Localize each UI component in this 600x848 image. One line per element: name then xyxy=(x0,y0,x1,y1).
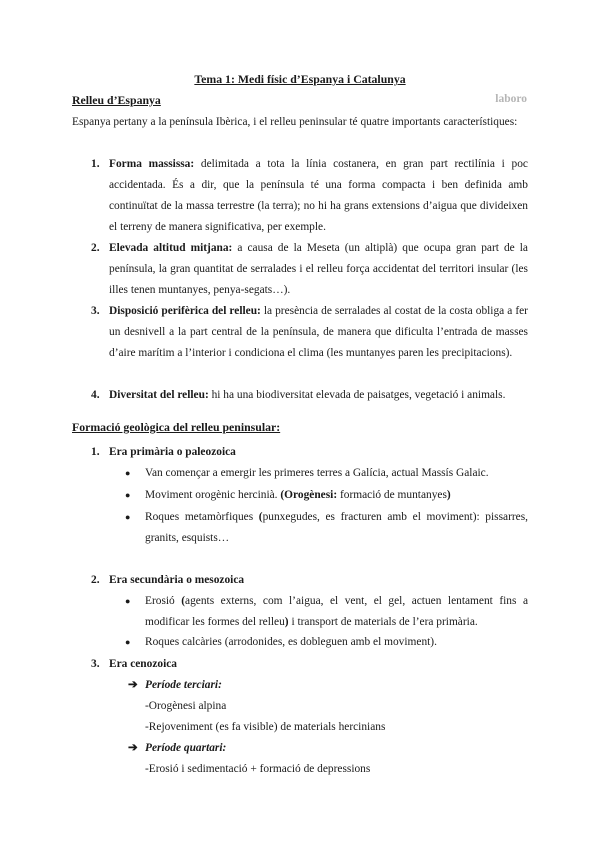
arrow-right-icon: ➔ xyxy=(128,679,138,691)
item-number: 1. xyxy=(91,158,100,170)
bullet-text: Moviment orogènic hercinià. xyxy=(145,489,281,501)
list-item xyxy=(91,385,528,406)
list-item xyxy=(91,301,528,364)
watermark-logo: laboro xyxy=(495,93,527,105)
period-line: -Rejoveniment (es fa visible) de materials hercinians xyxy=(145,721,386,733)
era-item xyxy=(91,570,528,591)
item-number: 2. xyxy=(91,242,100,254)
bullet-text: formació de muntanyes xyxy=(337,489,447,501)
bullet-item xyxy=(125,507,528,549)
bullet-text: Roques calcàries (arrodonides, es dobleguen amb el moviment). xyxy=(145,636,437,648)
era-number: 1. xyxy=(91,446,100,458)
period-item xyxy=(128,675,528,696)
era-label: Era primària o paleozoica xyxy=(109,446,236,458)
list-item xyxy=(91,154,528,238)
intro-paragraph: Espanya pertany a la península Ibèrica, i el relleu peninsular té quatre importants característiques: xyxy=(72,116,518,128)
page-title: Tema 1: Medi físic d’Espanya i Catalunya xyxy=(194,72,406,86)
bullet-icon: ● xyxy=(125,512,131,522)
era-number: 2. xyxy=(91,574,100,586)
bullet-item xyxy=(125,463,528,484)
item-number: 4. xyxy=(91,389,100,401)
arrow-right-icon: ➔ xyxy=(128,742,138,754)
bullet-bold-text: ( xyxy=(258,511,263,523)
bullet-icon: ● xyxy=(125,596,131,606)
section-heading-formacio: Formació geològica del relleu peninsular: xyxy=(72,420,281,434)
period-label: Període quartari: xyxy=(145,742,227,754)
item-text: la presència de serralades al costat de la costa obliga a fer un desnivell a la part central de la península, de manera que dificulta l’entrada de masses d’aire marítim a l’interior i condiciona el clima (les muntanyes paren les precipitacions). xyxy=(109,305,528,359)
item-text: delimitada a tota la línia costanera, en gran part rectilínia i poc accidentada. És a dir, que la península té una forma compacta i ben definida amb continuïtat de la massa terrestre (la terra); no hi ha grans extensions d’aigua que divideixen el terreny de manera significativa, per exemple. xyxy=(109,158,528,233)
bullet-bold-text: ) xyxy=(446,489,451,501)
item-text: a causa de la Meseta (un altiplà) que ocupa gran part de la península, la gran quantitat de serralades i el relleu força accidentat del territori insular (les illes tenen muntanyes, penya-segats…). xyxy=(109,242,528,296)
bullet-bold-text: ) xyxy=(284,616,289,628)
section-heading-relleu: Relleu d’Espanya xyxy=(72,93,161,107)
bullet-text: Erosió xyxy=(145,595,182,607)
item-label: Diversitat del relleu: xyxy=(109,389,209,401)
era-number: 3. xyxy=(91,658,100,670)
list-item xyxy=(91,238,528,301)
bullet-text: i transport de materials de l’era primària. xyxy=(288,616,478,628)
era-label: Era cenozoica xyxy=(109,658,178,670)
item-label: Forma massissa: xyxy=(109,158,195,170)
bullet-text: punxegudes, es fracturen amb el moviment): pissarres, granits, esquists… xyxy=(145,511,528,544)
era-label: Era secundària o mesozoica xyxy=(109,574,245,586)
item-number: 3. xyxy=(91,305,100,317)
item-text: hi ha una biodiversitat elevada de paisatges, vegetació i animals. xyxy=(208,389,506,401)
bullet-text: agents externs, com l’aigua, el vent, el gel, actuen lentament fins a modificar les formes del relleu xyxy=(145,595,528,628)
era-item xyxy=(91,442,528,463)
period-line: -Erosió i sedimentació + formació de depressions xyxy=(145,763,371,775)
bullet-bold-text: (Orogènesi: xyxy=(280,489,338,501)
bullet-icon: ● xyxy=(125,637,131,647)
bullet-bold-text: ( xyxy=(181,595,186,607)
item-label: Elevada altitud mitjana: xyxy=(109,242,233,254)
period-line: -Orogènesi alpina xyxy=(145,700,227,712)
bullet-item xyxy=(125,591,528,633)
bullet-icon: ● xyxy=(125,490,131,500)
bullet-icon: ● xyxy=(125,468,131,478)
period-item xyxy=(128,738,528,759)
era-item xyxy=(91,654,528,675)
bullet-text: Van començar a emergir les primeres terres a Galícia, actual Massís Galaic. xyxy=(145,467,489,479)
item-label: Disposició perifèrica del relleu: xyxy=(109,305,261,317)
bullet-item xyxy=(125,632,528,653)
bullet-item xyxy=(125,485,528,506)
bullet-text: Roques metamòrfiques xyxy=(145,511,259,523)
period-label: Període terciari: xyxy=(145,679,222,691)
